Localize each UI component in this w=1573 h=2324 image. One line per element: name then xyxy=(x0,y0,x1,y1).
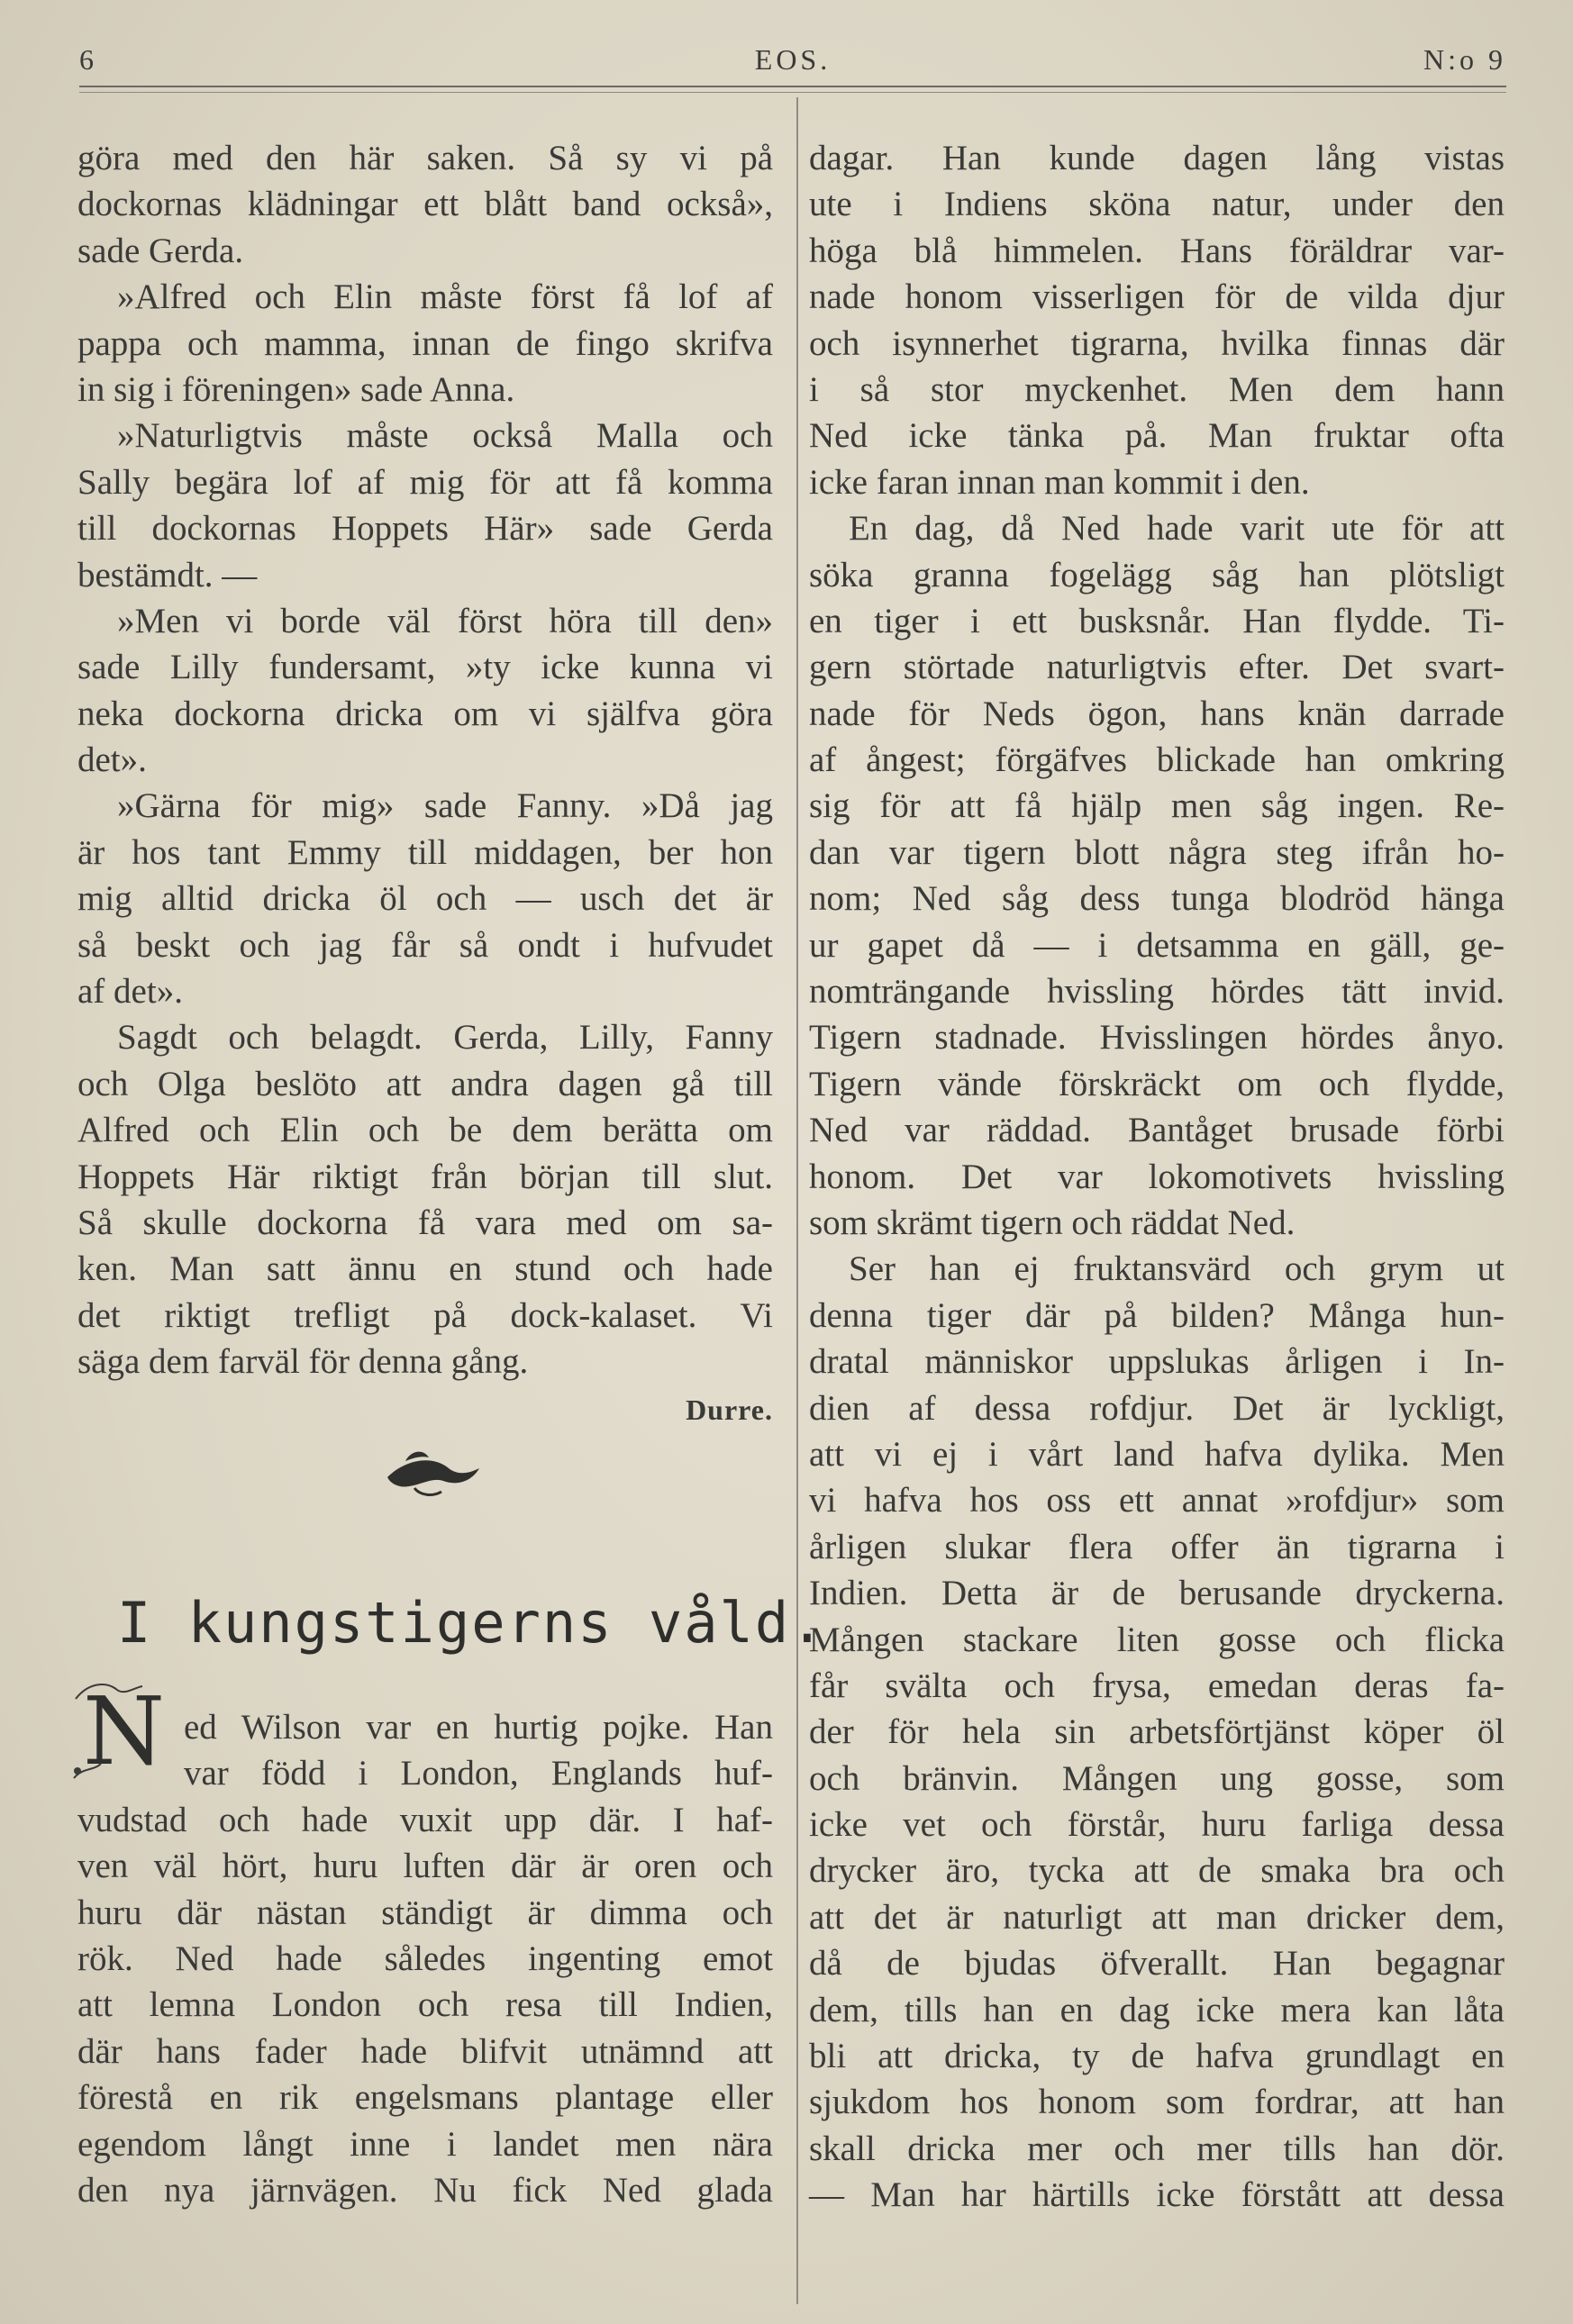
left-column-text xyxy=(77,135,773,1431)
text-line: bestämdt. — xyxy=(77,555,258,595)
text-line: Tigern vände förskräckt om och flydde, xyxy=(809,1064,1505,1103)
text-line: in sig i föreningen» sade Anna. xyxy=(77,369,515,409)
text-line: dockornas klädningar ett blått band också», xyxy=(77,185,773,224)
header-rule xyxy=(79,86,1506,87)
text-line: som skrämt tigern och räddat Ned. xyxy=(809,1203,1296,1242)
text-line: En dag, då Ned hade varit ute för att xyxy=(849,509,1505,549)
text-line: och Olga beslöto att andra dagen gå till xyxy=(77,1064,773,1103)
page-header xyxy=(79,43,1506,83)
text-line: egendom långt inne i landet men nära xyxy=(77,2124,773,2164)
text-line: ed Wilson var en hurtig pojke. Han xyxy=(184,1708,773,1747)
text-line: denna tiger där på bilden? Många hun- xyxy=(809,1295,1505,1335)
text-line: ute i Indiens sköna natur, under den xyxy=(809,185,1505,224)
text-line: neka dockorna dricka om vi själfva göra xyxy=(77,694,773,733)
text-line: bli att dricka, ty de hafva grundlagt en xyxy=(809,2037,1505,2076)
text-line: att lemna London och resa till Indien, xyxy=(77,1985,773,2025)
text-line: drycker äro, tycka att de smaka bra och xyxy=(809,1851,1505,1891)
text-line: »Men vi borde väl först höra till den» xyxy=(117,601,773,640)
text-line: sig för att få hjälp men såg ingen. Re- xyxy=(809,786,1505,826)
text-line: dagar. Han kunde dagen lång vistas xyxy=(809,139,1505,177)
leaf-ornament-icon xyxy=(378,1441,486,1504)
text-line: Ser han ej fruktansvärd och grym ut xyxy=(849,1249,1505,1289)
text-line: dem, tills han en dag icke mera kan låta xyxy=(809,1990,1505,2029)
text-line: af det». xyxy=(77,972,183,1012)
text-line: rök. Ned hade således ingenting emot xyxy=(77,1938,773,1978)
text-line: af ångest; förgäfves blickade han omkring xyxy=(809,740,1505,780)
text-line: då de bjudas öfverallt. Han begagnar xyxy=(809,1944,1505,1984)
text-line: sade Lilly fundersamt, »ty icke kunna vi xyxy=(77,648,773,687)
article-text xyxy=(77,1704,773,2213)
text-line: att det är naturligt att man dricker dem, xyxy=(809,1897,1505,1937)
text-line: det riktigt trefligt på dock-kalaset. Vi xyxy=(77,1295,773,1335)
text-line: — Man har härtills icke förstått att dessa xyxy=(809,2175,1505,2215)
text-line: söka granna fogelägg såg han plötsligt xyxy=(809,555,1505,595)
drop-cap-letter: N xyxy=(83,1676,165,1786)
text-line: nade för Neds ögon, hans knän darrade xyxy=(809,694,1505,733)
text-line: att vi ej i vårt land hafva dylika. Men xyxy=(809,1434,1505,1474)
text-line: gern störtade naturligtvis efter. Det svart- xyxy=(809,648,1505,687)
text-line: icke faran innan man kommit i den. xyxy=(809,462,1310,502)
text-line: »Gärna för mig» sade Fanny. »Då jag xyxy=(117,786,773,826)
text-line: mig alltid dricka öl och — usch det är xyxy=(77,879,773,919)
text-line: Hoppets Här riktigt från början till slut. xyxy=(77,1157,773,1196)
text-line: i så stor myckenhet. Men dem hann xyxy=(809,369,1505,409)
text-line: är hos tant Emmy till middagen, ber hon xyxy=(77,832,773,872)
journal-title: EOS. xyxy=(754,43,832,76)
text-line: Ned icke tänka på. Man fruktar ofta xyxy=(809,416,1505,456)
text-line: icke vet och förstår, huru farliga dessa xyxy=(809,1805,1505,1845)
text-line: sjukdom hos honom som fordrar, att han xyxy=(809,2083,1505,2122)
text-line: skall dricka mer och mer tills han dör. xyxy=(809,2129,1505,2168)
text-line: Sagdt och belagdt. Gerda, Lilly, Fanny xyxy=(117,1018,773,1058)
text-line: honom. Det var lokomotivets hvissling xyxy=(809,1157,1505,1196)
text-line: årligen slukar flera offer än tigrarna i xyxy=(809,1527,1505,1566)
text-line: så beskt och jag får så ondt i hufvudet xyxy=(77,925,773,965)
issue-number: N:o 9 xyxy=(1423,43,1506,76)
text-line: nom; Ned såg dess tunga blodröd hänga xyxy=(809,879,1505,919)
text-line: dratal människor uppslukas årligen i In- xyxy=(809,1342,1505,1382)
text-line: höga blå himmelen. Hans föräldrar var- xyxy=(809,231,1505,270)
text-line: får svälta och frysa, emedan deras fa- xyxy=(809,1666,1505,1705)
text-line: nomträngande hvissling hördes tätt invid. xyxy=(809,972,1505,1012)
right-column-text xyxy=(809,135,1505,2219)
text-line xyxy=(77,1385,773,1431)
text-line: »Naturligtvis måste också Malla och xyxy=(117,416,773,456)
text-line: vi hafva hos oss ett annat »rofdjur» som xyxy=(809,1481,1505,1521)
text-line: den nya järnvägen. Nu fick Ned glada xyxy=(77,2170,773,2210)
text-line: säga dem farväl för denna gång. xyxy=(77,1342,529,1382)
text-line: ken. Man satt ännu en stund och hade xyxy=(77,1249,773,1289)
text-line: göra med den här saken. Så sy vi på xyxy=(77,139,773,177)
text-line: en tiger i ett busksnår. Han flydde. Ti- xyxy=(809,601,1505,640)
text-line: ur gapet då — i detsamma en gäll, ge- xyxy=(809,925,1505,965)
text-line: »Alfred och Elin måste först få lof af xyxy=(117,277,773,317)
text-line: Så skulle dockorna få vara med om sa- xyxy=(77,1203,773,1242)
text-line: var född i London, Englands huf- xyxy=(184,1754,773,1793)
text-line: huru där nästan ständigt är dimma och xyxy=(77,1893,773,1932)
text-line: der för hela sin arbetsförtjänst köper öl xyxy=(809,1712,1505,1752)
page-number: 6 xyxy=(79,43,97,76)
text-line: dien af dessa rofdjur. Det är lyckligt, xyxy=(809,1388,1505,1428)
text-line: sade Gerda. xyxy=(77,231,244,270)
header-rule-thin xyxy=(79,92,1506,93)
text-line: pappa och mamma, innan de fingo skrifva xyxy=(77,323,773,363)
text-line: Mången stackare liten gosse och flicka xyxy=(809,1620,1505,1659)
text-line: Ned var räddad. Bantåget brusade förbi xyxy=(809,1111,1505,1150)
text-line: Indien. Detta är de berusande dryckerna. xyxy=(809,1574,1505,1613)
text-line: vudstad och hade vuxit upp där. I haf- xyxy=(77,1800,773,1839)
text-line: det». xyxy=(77,740,147,780)
column-divider xyxy=(796,97,798,2304)
author-signature: Durre. xyxy=(686,1393,773,1426)
text-line: till dockornas Hoppets Här» sade Gerda xyxy=(77,509,773,549)
text-line: Tigern stadnade. Hvisslingen hördes ånyo. xyxy=(809,1018,1505,1058)
article-title: I kungstigerns våld. xyxy=(117,1590,826,1656)
text-line: Sally begära lof af mig för att få komma xyxy=(77,462,773,502)
text-line: dan var tigern blott några steg ifrån ho- xyxy=(809,832,1505,872)
text-line: där hans fader hade blifvit utnämnd att xyxy=(77,2031,773,2071)
text-line: ven väl hört, huru luften där är oren och xyxy=(77,1847,773,1886)
text-line: och bränvin. Mången ung gosse, som xyxy=(809,1758,1505,1798)
text-line: nade honom visserligen för de vilda djur xyxy=(809,277,1505,317)
text-line: Alfred och Elin och be dem berätta om xyxy=(77,1111,773,1150)
text-line: och isynnerhet tigrarna, hvilka finnas där xyxy=(809,323,1505,363)
text-line: förestå en rik engelsmans plantage eller xyxy=(77,2078,773,2118)
